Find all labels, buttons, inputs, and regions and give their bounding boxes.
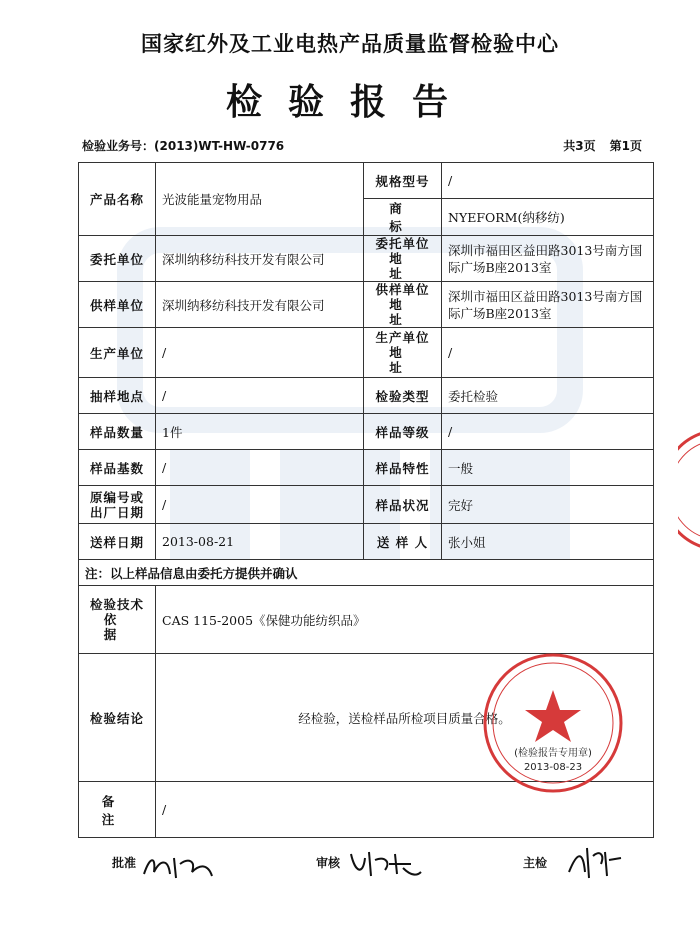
brand-label: 商 标 (364, 199, 442, 236)
signature-row (0, 850, 700, 890)
supplier-address-label (364, 282, 442, 328)
sample-characteristic-label: 样品特性 (364, 450, 442, 486)
table-row (79, 378, 654, 414)
page-count (549, 137, 642, 154)
table-row (79, 586, 654, 654)
brand-value: NYEFORM(纳移纺) (442, 199, 654, 236)
producer-address-value: / (442, 328, 654, 378)
producer-address-label-line1: 生产单位 (375, 330, 430, 345)
delivery-date-label: 送样日期 (79, 524, 156, 560)
approve-label: 批准 (112, 856, 137, 870)
basis-label-line2: 依 据 (103, 612, 131, 642)
table-row (79, 560, 654, 586)
client-address-label-line1: 委托单位 (375, 236, 430, 251)
inspector-label: 主检 (523, 856, 548, 870)
original-number-label-line2: 出厂日期 (89, 504, 144, 520)
business-number-value: (2013)WT-HW-0776 (154, 139, 285, 153)
official-stamp (478, 648, 628, 798)
sample-base-value: / (156, 450, 364, 486)
sample-info-note: 注：以上样品信息由委托方提供并确认 (79, 560, 654, 586)
table-row (79, 450, 654, 486)
stamp-date: 2013-08-23 (523, 762, 583, 773)
conclusion-value: 经检验，送检样品所检项目质量合格。 (156, 654, 654, 782)
deliverer-label: 送 样 人 (364, 524, 442, 560)
conclusion-label: 检验结论 (79, 654, 156, 782)
deliverer-value: 张小姐 (442, 524, 654, 560)
supplier-label: 供样单位 (79, 282, 156, 328)
total-pages: 共3页 (563, 139, 596, 153)
delivery-date-value: 2013-08-21 (156, 524, 364, 560)
sample-grade-value: / (442, 414, 654, 450)
product-name-label: 产品名称 (79, 163, 156, 236)
inspection-type-label: 检验类型 (364, 378, 442, 414)
table-row (79, 486, 654, 524)
original-number-label (79, 486, 156, 524)
producer-value: / (156, 328, 364, 378)
table-row (79, 282, 654, 328)
remark-label: 备 注 (79, 782, 156, 838)
review-label: 审核 (316, 856, 341, 870)
organization-name: 国家红外及工业电热产品质量监督检验中心 (141, 32, 559, 56)
spec-value: / (442, 163, 654, 199)
client-address-value: 深圳市福田区益田路3013号南方国际广场B座2013室 (442, 236, 654, 282)
remark-value: / (156, 782, 654, 838)
table-row (79, 524, 654, 560)
original-number-label-line1: 原编号或 (89, 489, 144, 505)
approve-signature (140, 850, 220, 882)
client-value: 深圳纳移纺科技开发有限公司 (156, 236, 364, 282)
supplier-value: 深圳纳移纺科技开发有限公司 (156, 282, 364, 328)
supplier-address-label-line1: 供样单位 (375, 282, 430, 297)
review-signature (345, 846, 425, 882)
product-name-value: 光波能量宠物用品 (156, 163, 364, 236)
stamp-caption: (检验报告专用章) (514, 748, 592, 759)
producer-label: 生产单位 (79, 328, 156, 378)
original-number-value: / (156, 486, 364, 524)
business-number-label: 检验业务号： (82, 139, 155, 153)
supplier-address-label-line2: 地 址 (389, 297, 416, 327)
producer-address-label (364, 328, 442, 378)
client-label: 委托单位 (79, 236, 156, 282)
business-number (82, 137, 284, 154)
client-address-label (364, 236, 442, 282)
inspection-type-value: 委托检验 (442, 378, 654, 414)
sampling-place-label: 抽样地点 (79, 378, 156, 414)
basis-label-line1: 检验技术 (89, 597, 144, 612)
current-page: 第1页 (609, 139, 642, 153)
table-row (79, 236, 654, 282)
edge-seal (678, 430, 700, 550)
producer-address-label-line2: 地 址 (389, 345, 416, 375)
document-title: 检验报告 (225, 82, 474, 123)
sample-quantity-label: 样品数量 (79, 414, 156, 450)
table-row (79, 163, 654, 199)
basis-label (79, 586, 156, 654)
table-row (79, 328, 654, 378)
sample-status-label: 样品状况 (364, 486, 442, 524)
sample-characteristic-value: 一般 (442, 450, 654, 486)
table-row (79, 414, 654, 450)
sample-base-label: 样品基数 (79, 450, 156, 486)
inspector-signature (565, 842, 625, 882)
basis-value: CAS 115-2005《保健功能纺织品》 (156, 586, 654, 654)
sample-quantity-value: 1件 (156, 414, 364, 450)
sample-grade-label: 样品等级 (364, 414, 442, 450)
sample-status-value: 完好 (442, 486, 654, 524)
spec-label: 规格型号 (364, 163, 442, 199)
sampling-place-value: / (156, 378, 364, 414)
supplier-address-value: 深圳市福田区益田路3013号南方国际广场B座2013室 (442, 282, 654, 328)
client-address-label-line2: 地 址 (389, 251, 416, 281)
